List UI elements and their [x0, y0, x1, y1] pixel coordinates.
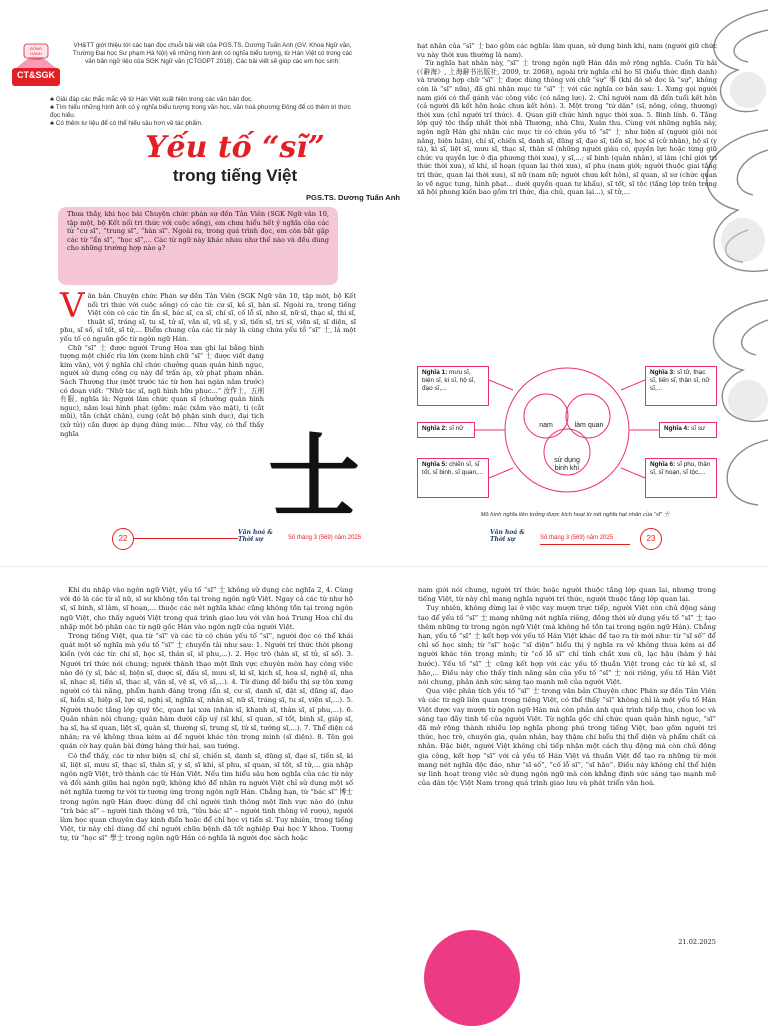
intro-bullets	[50, 96, 355, 128]
paragraph: nam giới nói chung, người trí thức hoặc người thuộc tầng lớp quan lại, nhưng trong tiếng Việt, từ này chỉ mang nghĩa người trí thức, người thuộc tầng lớp quan lại.	[418, 586, 716, 604]
pink-circle-decoration	[424, 930, 520, 1026]
node-text: sĩ phu, thân sĩ, sĩ hoạn, sĩ tộc,...	[650, 461, 711, 476]
series-badge	[10, 40, 62, 92]
node-label: Nghĩa 4:	[664, 425, 690, 432]
badge-line1: ĐỒNG HÀNH	[30, 46, 42, 56]
node-label: Nghĩa 3:	[650, 369, 676, 376]
spread-divider	[0, 566, 768, 567]
paragraph: hạt nhân của “sĩ” 士 bao gồm các nghĩa: làm quan, sử dụng binh khí, nam (người giữ chức vụ này thời xưa thường là nam).	[417, 42, 717, 59]
glyph-character: 士	[268, 424, 361, 531]
footer-rule	[540, 544, 630, 545]
paragraph: Từ nghĩa hạt nhân này, “sĩ” 士 trong ngôn ngữ Hán dần mở rộng nghĩa. Cuốn Từ hải (《辭海》, 上海辭书出版社, 2009, tr. 2068), ngoài trừ nghĩa chỉ họ Sĩ (biểu thức định danh) và trường hợp chữ “sĩ” 士 được dùng thông với chữ “sự” 事 (khi đó sẽ đọc là “sự”, không còn là “sĩ” nữa), đã ghi nhận mục từ “sĩ” 士 với các nghĩa cơ bản sau: 1. Xưng gọi người nam giới có thể gánh vác công việc (có năng lực). 2. Chỉ người nam đã đến tuổi kết hôn (cả người đã kết hôn hoặc chưa kết hôn). 3. Một trong “tứ dân” (sĩ, nông, công, thương) thời xưa (chỉ người trí thức). 4. Quan giữ chức hình ngục thời xưa. 5. Binh lính. 6. Tầng lớp quý tộc thấp nhất thời nhà Thương, nhà Chu, Xuân thu. Cùng với những nghĩa này, ngôn ngữ Hán ghi nhận các mục từ có chứa yếu tố “sĩ” 士 như biện sĩ (người giỏi nói năng, biện luận), chí sĩ, chiến sĩ, danh sĩ, dũng sĩ, đạo sĩ, tiến sĩ, học sĩ (cử nhân), hộ sĩ (y tá), kì sĩ, liệt sĩ, mưu sĩ, thạc sĩ, thân sĩ (những người giàu có, quyền lực hoặc từng giữ chức vụ quyền lực ở địa phương thời xưa), y sĩ,...; sĩ binh (quân nhân), sĩ lâm (chỉ giới trí thức thời xưa), sĩ khí, sĩ hoạn (quan lại thời xưa), sĩ phu (nam giới; người thuộc giai tầng trí thức, quan lại thời xưa), sĩ nữ (nam nữ; người chưa kết hôn), sĩ quan, sĩ sư (chức quan lo về ngục tụng, hình phạt... dưới quyền quan tư khấu), sĩ tốt, sĩ tộc (tầng lớp trên trong xã hội phong kiến bao gồm trí thức, địa chủ, quan lại...), sĩ tử,...	[417, 59, 717, 197]
magazine-logo-left: Văn hoá & Thời sự	[238, 529, 273, 543]
lower-left-column	[60, 586, 353, 844]
center-lam-quan: làm quan	[574, 422, 604, 429]
paragraph: Có thể thấy, các từ như biện sĩ, chí sĩ, chiến sĩ, danh sĩ, dũng sĩ, đạo sĩ, tiến sĩ, kì sĩ, liệt sĩ, mưu sĩ, thạc sĩ, thân sĩ, y sĩ, sĩ khí, sĩ phu, sĩ quan, sĩ tốt, sĩ tử,... gia nhập ngôn ngữ Việt, trở thành các từ Hán Việt. Nếu tìm hiểu sâu hơn nghĩa của các từ này và đối sánh giữa hai ngôn ngữ, không khó để nhận ra người Việt chỉ sử dụng một số nét nghĩa tương tự với từ tương ứng trong ngôn ngữ Hán. Chẳng hạn, từ “bác sĩ” 博士 trong ngôn ngữ Hán được dùng để chỉ người tinh thông một lĩnh vực nào đó (như “trà bác sĩ” – người tinh thông về trà, “tửu bác sĩ” – người tinh thông về rượu), người làm học quan chuyên dạy kinh điển hoặc để chỉ học vị tiến sĩ. Tuy nhiên, trong tiếng Việt, từ này chỉ dùng để chỉ người chữa bệnh đã tốt nghiệp Đại học Y khoa. Tương tự, từ “học sĩ” 學士 trong ngôn ngữ Hán có nghĩa là người đọc sách hoặc	[60, 751, 354, 843]
article-title: Yếu tố “sĩ”	[145, 130, 325, 165]
drop-cap: V	[60, 286, 85, 326]
node-text: sĩ sư	[691, 425, 706, 432]
lower-right-column	[418, 586, 716, 788]
node-text: sĩ tử, thạc sĩ, tiến sĩ, thân sĩ, nữ sĩ,...	[650, 369, 710, 392]
paragraph: ăn bản Chuyện chức Phán sự đền Tản Viên (SGK Ngữ văn 10, tập một, bộ Kết nối tri thức với cuộc sống) có các từ: cư sĩ, kẻ sĩ, hàn sĩ. Ngoài ra, trong tiếng Việt còn có các từ: ẩn sĩ, bác sĩ, ca sĩ, chí sĩ, cố lỗ sĩ, nho sĩ, nữ sĩ, thạc sĩ, thi sĩ, thuật sĩ, tráng sĩ, tu sĩ, tử sĩ, văn sĩ, vũ sĩ, y sĩ, tiến sĩ, trí sĩ, viện sĩ, sĩ diện, sĩ phu, sĩ số, sĩ tốt, sĩ tử,... Điểm chung của các từ này là cùng chứa yếu tố “sĩ” 士, là một yếu tố có nguồn gốc từ ngôn ngữ Hán.	[60, 292, 356, 343]
si-bronze-glyph	[268, 423, 361, 535]
paragraph: Chữ “sĩ” 士 được người Trung Hoa xưa ghi lại bằng hình tượng một chiếc rìu lớn (xem hình chữ “sĩ” 士 được viết dạng kim văn), với ý nghĩa chỉ chức chưởng quan quản hình ngục, người sử dụng công cụ này để trấn áp, xử phạt phạm nhân. Sách Thượng thư (một trước tác từ hơn hai ngàn năm trước) có đoạn viết: “Nhữ tác sĩ, ngũ hình hữu phục...” 汝作士，五刑有服, nghĩa là: Người làm chức quan sĩ (chưởng quản hình ngục), năm loại hình phạt (gồm: mặc (xăm vào mặt), tị (cắt mũi), tẫn (chặt chân), cung (cắt bộ phận sinh dục), đại tịch (xử tử)) cần được áp dụng đúng mức... Như vậy, có thể thấy nghĩa	[60, 343, 264, 438]
bullet-item: ♣ Giải đáp các thắc mắc về từ Hán Việt xuất hiện trong các văn bản đọc.	[50, 96, 253, 103]
center-binh-khi: sử dụng binh khí	[554, 457, 580, 472]
issue-label-right: Số tháng 3 (569) năm 2025	[540, 535, 614, 541]
intro-text: VH&TT giới thiệu tới các bạn đọc chuỗi bài viết của PGS.TS. Dương Tuấn Anh (GV. Khoa Ngữ văn, Trường Đại học Sư phạm Hà Nội) về những hình ảnh có nghĩa biểu tượng, từ Hán Việt có trong các văn bản ngữ liệu của SGK Ngữ văn (CTGDPT 2018). Các bài viết sẽ giúp các em học sinh:	[72, 42, 353, 65]
page-number-right: 23	[640, 528, 662, 550]
meaning-diagram	[417, 360, 717, 505]
node-text: mưu sĩ, biện sĩ, kì sĩ, hộ sĩ, đạo sĩ,...	[422, 369, 476, 392]
node-meaning-3	[645, 366, 717, 406]
node-meaning-2	[417, 422, 475, 438]
node-label: Nghĩa 6:	[650, 461, 676, 468]
paragraph: Khi du nhập vào ngôn ngữ Việt, yếu tố “sĩ” 士 không sử dụng các nghĩa 2, 4. Cùng với đó là các từ sĩ nữ, sĩ sư không tồn tại trong ngôn ngữ Việt. Ngay cả các từ như hộ sĩ, sĩ binh, sĩ lâm, sĩ hoạn,... thuộc các nét nghĩa khác cũng không tồn tại trong ngôn ngữ Việt, cho thấy người Việt trong quá trình giao lưu với văn hoá Trung Hoa chỉ du nhập một bộ phận các từ ngữ gốc Hán vào ngôn ngữ của người Việt.	[60, 586, 353, 631]
page-number-left: 22	[112, 528, 134, 550]
node-meaning-6	[645, 458, 717, 498]
node-meaning-1	[417, 366, 489, 406]
node-label: Nghĩa 5:	[422, 461, 448, 468]
center-nam: nam	[539, 422, 553, 429]
author: PGS.TS. Dương Tuấn Anh	[305, 193, 400, 202]
magazine-logo-right: Văn hoá & Thời sự	[490, 529, 525, 543]
left-column	[60, 286, 356, 438]
node-label: Nghĩa 1:	[422, 369, 448, 376]
node-text: chiến sĩ, sĩ tốt, sĩ binh, sĩ quan,...	[422, 461, 484, 476]
node-meaning-5	[417, 458, 489, 498]
footer-rule	[134, 538, 238, 539]
paragraph: Qua việc phân tích yếu tố “sĩ” 士 trong văn bản Chuyện chức Phán sự đền Tản Viên và các từ ngữ liên quan trong tiếng Việt, có thể thấy “sĩ” không chỉ là một yếu tố Hán Việt được vay mượn từ ngôn ngữ Hán mà còn phản ánh quá trình tiếp thu, chọn lọc và sáng tạo đầy tinh tế của người Việt. Từ nghĩa gốc chỉ chức quan quản hình ngục, “sĩ” đã mở rộng thành nhiều lớp nghĩa phong phú trong tiếng Việt, bao gồm người trí thức, học trò, chuyên gia, quân nhân, hay thậm chí biểu thị thể diện và phẩm chất cá nhân. Đặc biệt, người Việt không chỉ tiếp nhận một cách thụ động mà còn chủ động gia công, kết hợp “sĩ” với cả yếu tố Hán Việt và thuần Việt để tạo ra những từ mới mang nét nghĩa độc đáo, như “sĩ số”, “cố lỗ sĩ”, “sĩ hão”. Điều này không chỉ thể hiện sự linh hoạt trong việc sử dụng ngôn ngữ mà còn khẳng định sức sáng tạo mạnh mẽ của dân tộc Việt Nam trong quá trình giao lưu và phát triển văn hoá.	[418, 687, 716, 788]
paragraph: Tuy nhiên, không dừng lại ở việc vay mượn trực tiếp, người Việt còn chủ động sáng tạo để yếu tố “sĩ” 士 mang những nét nghĩa riêng, đồng thời sử dụng yếu tố “sĩ” 士 tạo thêm những từ trong ngôn ngữ Việt (mà không hề tồn tại trong ngôn ngữ Hán). Chẳng hạn, yếu tố “sĩ” 士 kết hợp với yếu tố Hán Việt khác để tạo ra từ mới như: từ “sĩ số” để chỉ số học sinh; từ “sĩ” hoặc “sĩ diện” biểu thị ý nghĩa ra vẻ không thua kém ai để người khác tôn trọng mình; từ “cố lỗ sĩ” chỉ tính chất xưa cũ, lạc hậu (hàm ý hài hước). Yếu tố “sĩ” 士 cũng kết hợp với các yếu tố thuần Việt trong các từ kẻ sĩ, sĩ hão,... Điều này cho thấy tính năng sản của yếu tố “sĩ” 士 nói riêng, yếu tố Hán Việt nói chung, phản ánh sức sáng tạo mạnh mẽ của người Việt.	[418, 604, 716, 687]
badge-line2: CÙNG	[30, 56, 42, 61]
node-label: Nghĩa 2:	[422, 425, 448, 432]
node-meaning-4	[659, 422, 717, 438]
bullet-item: ♣ Tìm hiểu những hình ảnh có ý nghĩa biểu tượng trong văn học, văn hoá phương Đông để có thêm tri thức đọc hiểu.	[50, 104, 351, 119]
issue-label-left: Số tháng 3 (569) năm 2025	[288, 535, 362, 541]
article-date: 21.02.2025	[678, 938, 716, 946]
right-column	[417, 42, 717, 197]
node-text: sĩ nữ	[449, 425, 464, 432]
badge-line3: CT&SGK	[17, 70, 55, 80]
diagram-caption: Mô hình nghĩa liên tưởng được kích hoạt từ nét nghĩa hạt nhân của “sĩ” 士	[480, 512, 670, 518]
article-subtitle: trong tiếng Việt	[172, 166, 298, 185]
paragraph: Trong tiếng Việt, qua từ “sĩ” và các từ có chứa yếu tố “sĩ”, người đọc có thể khái quát một số nghĩa mà yếu tố “sĩ” 士 chuyển tải như sau: 1. Người trí thức thời phong kiến (với các từ: chí sĩ, học sĩ, thân sĩ, sĩ phu,...). 2. Học trò (hàn sĩ, sĩ tử, sĩ số). 3. Người trí thức nói chung; người thành thạo một lĩnh vực chuyên môn hay công việc nào đó (y sĩ, bác sĩ, biện sĩ, dược sĩ, đấu sĩ, mưu sĩ, kì sĩ, kịch sĩ, hoạ sĩ, nghệ sĩ, nha sĩ, nhạc sĩ, tiến sĩ, thạc sĩ, văn sĩ, vệ sĩ, võ sĩ,...). 4. Từ dùng để biểu thị sự tôn xưng người có tài năng, phẩm hạnh đáng trọng (ẩn sĩ, cư sĩ, danh sĩ, đật sĩ, dũng sĩ, đạo sĩ, hiền sĩ, hiệp sĩ, lực sĩ, nghị sĩ, nghĩa sĩ, nhân sĩ, nữ sĩ, tráng sĩ, tu sĩ, viện sĩ,...). 5. Người thuộc tầng lớp quý tộc, quan lại xưa (nhân sĩ, khanh sĩ, thân sĩ, sĩ phu,...). 6. Quân nhân nói chung; quân hàm dưới cấp uý (sĩ khí, sĩ quan, sĩ tốt, binh sĩ, giáp sĩ, hạ sĩ, hạ sĩ quan, liệt sĩ, quân sĩ, thượng sĩ, trung sĩ, tử sĩ, tướng sĩ,...). 7. Thể diện cá nhân; ra vẻ không thua kém ai để người khác tôn trọng mình (sĩ diện). 8. Tên gọi quân cờ hay quân bài đứng hàng thứ hai, sau tướng.	[60, 632, 353, 751]
bullet-item: ♣ Có thêm tư liệu để có thể hiểu sâu hơn về tác phẩm.	[50, 120, 203, 127]
question-box: Thưa thầy, khi học bài Chuyện chức phán sự đền Tản Viên (SGK Ngữ văn 10, tập một, bộ Kết nối tri thức với cuộc sống), em chưa hiểu hết ý nghĩa của các từ “cư sĩ”, “trung sĩ”, “hàn sĩ”. Ngoài ra, trong quá trình đọc, em còn bắt gặp các từ “ẩn sĩ”, “học sĩ”,... Các từ ngữ này khác nhau như thế nào và đều dùng cho những trường hợp nào ạ?	[58, 207, 338, 285]
